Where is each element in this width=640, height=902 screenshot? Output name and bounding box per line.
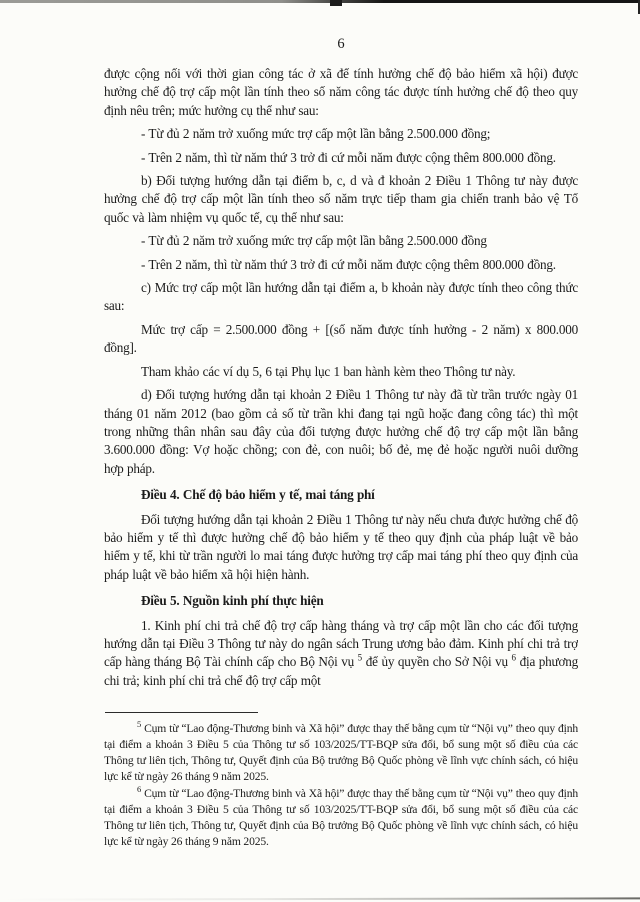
paragraph: Tham khảo các ví dụ 5, 6 tại Phụ lục 1 ban hành kèm theo Thông tư này.: [141, 363, 516, 379]
footnotes-list: [104, 721, 578, 850]
paragraph: được cộng nối với thời gian công tác ở xã để tính hưởng chế độ bảo hiểm xã hội) được hưởng chế độ trợ cấp một lần tính theo số năm công tác được tính hưởng chế độ theo quy định nêu trên; mức hưởng cụ thể như sau:: [104, 66, 578, 118]
paragraph: d) Đối tượng hướng dẫn tại khoản 2 Điều 1 Thông tư này đã từ trần trước ngày 01 tháng 01 năm 2012 (bao gồm cả số từ trần khi đang tại ngũ hoặc đang công tác) thì một trong những thân nhân sau đây của đối tượng được hưởng chế độ trợ cấp một lần bằng 3.600.000 đồng: Vợ hoặc chồng; con đẻ, con nuôi; bố đẻ, mẹ đẻ hoặc người nuôi dưỡng hợp pháp.: [104, 387, 578, 476]
footnote: $^5$ Cụm từ “Lao động-Thương binh và Xã hội” được thay thế bằng cụm từ “Nội vụ” theo quy định tại điểm a khoản 3 Điều 5 của Thông tư số 103/2025/TT-BQP sửa đổi, bổ sung một số điều của các Thông tư liên tịch, Thông tư, Quyết định của Bộ trưởng Bộ Quốc phòng về lĩnh vực chính sách, có hiệu lực kể từ ngày 26 tháng 9 năm 2025.: [104, 719, 578, 783]
document-body: [104, 65, 578, 690]
paragraph: Mức trợ cấp = 2.500.000 đồng + [(số năm được tính hưởng - 2 năm) x 800.000 đồng].: [104, 321, 578, 356]
page-number: 6: [337, 36, 345, 52]
paragraph: - Từ đủ 2 năm trở xuống mức trợ cấp một lần bằng 2.500.000 đồng: [141, 233, 487, 249]
scan-artifact-notch: [330, 0, 342, 6]
paragraph: Đối tượng hướng dẫn tại khoản 2 Điều 1 Thông tư này nếu chưa được hưởng chế độ bảo hiểm y tế thì được hưởng chế độ bảo hiểm y tế theo quy định của pháp luật về bảo hiểm y tế, khi từ trần người lo mai táng được hưởng trợ cấp mai táng phí theo quy định của pháp luật về bảo hiểm xã hội hiện hành.: [104, 511, 578, 582]
footnote-ref: 5: [357, 652, 363, 663]
scan-artifact-top-edge: [0, 0, 640, 3]
page-content: [104, 36, 578, 712]
paragraph: b) Đối tượng hướng dẫn tại điểm b, c, d và đ khoản 2 Điều 1 Thông tư này được hưởng chế độ trợ cấp một lần tính theo số năm trực tiếp tham gia chiến tranh bảo vệ Tổ quốc và làm nhiệm vụ quốc tế, cụ thể như sau:: [104, 173, 578, 225]
article-heading: Điều 4. Chế độ bảo hiểm y tế, mai táng phí: [141, 487, 375, 503]
paragraph: c) Mức trợ cấp một lần hướng dẫn tại điểm a, b khoản này được tính theo công thức sau:: [104, 280, 578, 314]
paragraph: - Trên 2 năm, thì từ năm thứ 3 trở đi cứ mỗi năm được cộng thêm 800.000 đồng.: [141, 256, 556, 272]
paragraph: - Từ đủ 2 năm trở xuống mức trợ cấp một lần bằng 2.500.000 đồng;: [141, 126, 491, 142]
scan-artifact-bottom-edge: [0, 897, 640, 900]
paragraph: 1. Kinh phí chi trả chế độ trợ cấp hàng tháng và trợ cấp một lần cho các đối tượng hướng dẫn tại Điều 3 Thông tư này do ngân sách Trung ương bảo đảm. Kinh phí chi trả trợ cấp hàng tháng Bộ Tài chính cấp cho Bộ Nội vụ $^5$ để ủy quyền cho Sở Nội vụ $^6$ địa phương chi trả; kinh phí chi trả chế độ trợ cấp một: [104, 617, 578, 688]
footnote-separator: [105, 712, 258, 713]
footnote-section: [104, 712, 578, 851]
article-heading: Điều 5. Nguồn kinh phí thực hiện: [141, 593, 324, 609]
footnote: $^6$ Cụm từ “Lao động-Thương binh và Xã hội” được thay thế bằng cụm từ “Nội vụ” theo quy định tại điểm a khoản 3 Điều 5 của Thông tư số 103/2025/TT-BQP sửa đổi, bổ sung một số điều của các Thông tư liên tịch, Thông tư, Quyết định của Bộ trưởng Bộ Quốc phòng về lĩnh vực chính sách, có hiệu lực kể từ ngày 26 tháng 9 năm 2025.: [104, 784, 578, 848]
paragraph: - Trên 2 năm, thì từ năm thứ 3 trở đi cứ mỗi năm được cộng thêm 800.000 đồng.: [141, 149, 556, 165]
footnote-marker: 5: [137, 719, 142, 730]
footnote-marker: 6: [137, 784, 142, 795]
footnote-ref: 6: [511, 652, 517, 663]
